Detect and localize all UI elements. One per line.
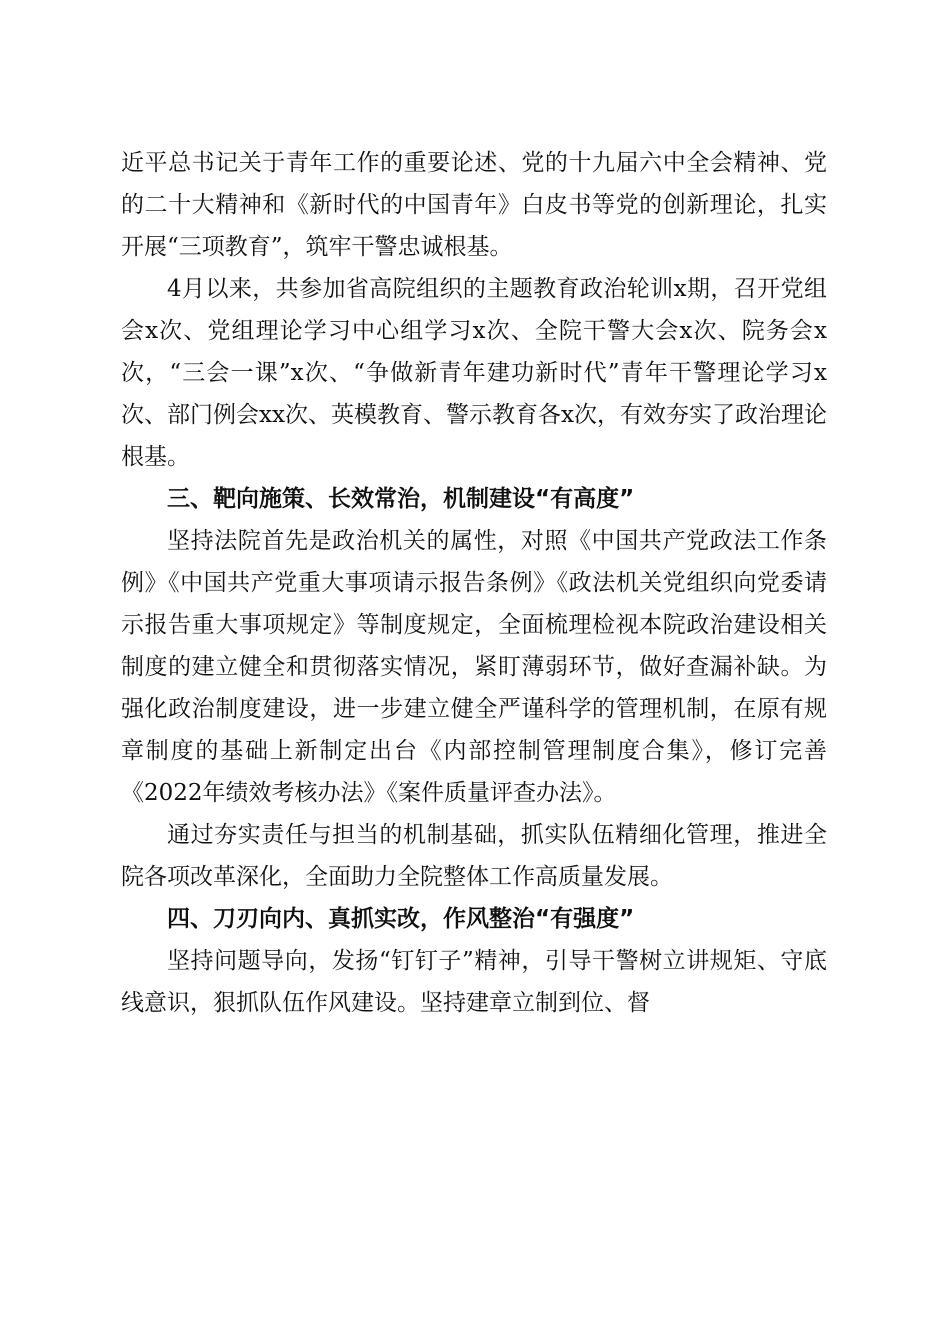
paragraph-training-stats: 4月以来，共参加省高院组织的主题教育政治轮训x期，召开党组会x次、党组理论学习中心组学习x次、全院干警大会x次、院务会x次，“三会一课”x次、“争做新青年建功新时代”青年干警理论学习x次、部门例会xx次、英模教育、警示教育各x次，有效夯实了政治理论根基。 bbox=[121, 276, 827, 470]
paragraph-institution-building: 坚持法院首先是政治机关的属性，对照《中国共产党政法工作条例》《中国共产党重大事项请示报告条例》《政法机关党组织向党委请示报告重大事项规定》等制度规定，全面梳理检视本院政治建设相关制度的建立健全和贯彻落实情况，紧盯薄弱环节，做好查漏补缺。为强化政治制度建设，进一步建立健全严谨科学的管理机制，在原有规章制度的基础上新制定出台《内部控制管理制度合集》，修订完善《2022年绩效考核办法》《案件质量评查办法》。 bbox=[121, 528, 827, 806]
paragraph-continuation: 近平总书记关于青年工作的重要论述、党的十九届六中全会精神、党的二十大精神和《新时代的中国青年》白皮书等党的创新理论，扎实开展“三项教育”，筑牢干警忠诚根基。 bbox=[121, 150, 827, 260]
section-heading-3: 三、靶向施策、长效常治，机制建设“有高度” bbox=[167, 486, 635, 512]
section-heading-4: 四、刀刃向内、真抓实改，作风整治“有强度” bbox=[167, 906, 635, 932]
paragraph-style-rectification: 坚持问题导向，发扬“钉钉子”精神，引导干警树立讲规矩、守底线意识，狠抓队伍作风建设。坚持建章立制到位、督 bbox=[121, 948, 827, 1016]
document-body bbox=[121, 142, 827, 1024]
paragraph-mechanism-summary: 通过夯实责任与担当的机制基础，抓实队伍精细化管理，推进全院各项改革深化，全面助力全院整体工作高质量发展。 bbox=[121, 822, 827, 890]
